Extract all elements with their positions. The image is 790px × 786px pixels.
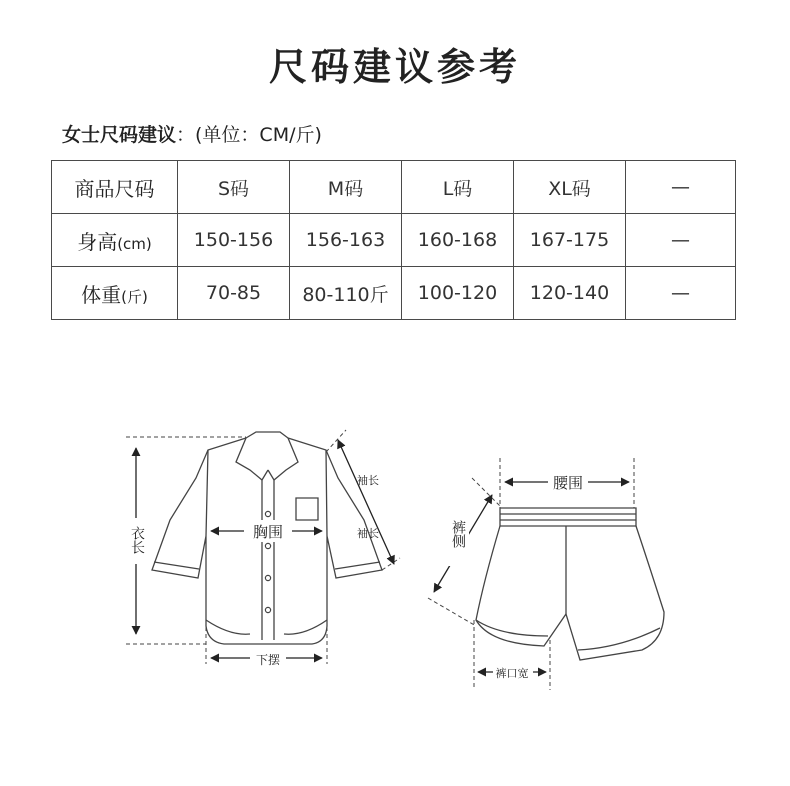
- shorts-leg-label: 裤口宽: [495, 667, 529, 680]
- header-cell: XL码: [514, 161, 626, 214]
- table-cell: —: [626, 267, 736, 320]
- header-cell: 商品尺码: [52, 161, 178, 214]
- header-cell: L码: [402, 161, 514, 214]
- shirt-sleeve-label-2: 袖长: [357, 527, 379, 540]
- shorts-waist-label: 腰围: [552, 474, 584, 492]
- table-cell: 80-110斤: [290, 267, 402, 320]
- header-cell: M码: [290, 161, 402, 214]
- sleeve-arrow: [338, 440, 394, 564]
- shorts-illustration: [476, 508, 664, 660]
- shirt-hem-label: 下摆: [255, 653, 281, 667]
- subtitle-unit: ：(单位：CM/斤): [176, 124, 322, 146]
- table-cell: 70-85: [178, 267, 290, 320]
- table-cell: 156-163: [290, 214, 402, 267]
- table-cell: —: [626, 214, 736, 267]
- header-cell: —: [626, 161, 736, 214]
- row-label-text: 身高: [77, 229, 118, 254]
- row-label-unit: (斤): [121, 287, 148, 306]
- header-cell: S码: [178, 161, 290, 214]
- subtitle-main: 女士尺码建议: [62, 124, 177, 146]
- shirt-guide-lines: [126, 430, 400, 664]
- row-label-unit: (cm): [117, 234, 152, 253]
- table-cell: 160-168: [402, 214, 514, 267]
- row-label-text: 体重: [81, 282, 122, 307]
- table-cell: 167-175: [514, 214, 626, 267]
- shorts-side-label: 裤侧: [450, 520, 466, 548]
- table-cell: 150-156: [178, 214, 290, 267]
- page-title: 尺码建议参考: [268, 45, 521, 89]
- table-cell: 100-120: [402, 267, 514, 320]
- shorts-guide-lines: [428, 458, 634, 690]
- shirt-sleeve-label-1: 袖长: [357, 474, 379, 487]
- shirt-length-label: 衣长: [129, 526, 145, 554]
- shirt-chest-label: 胸围: [252, 523, 284, 541]
- table-cell: 120-140: [514, 267, 626, 320]
